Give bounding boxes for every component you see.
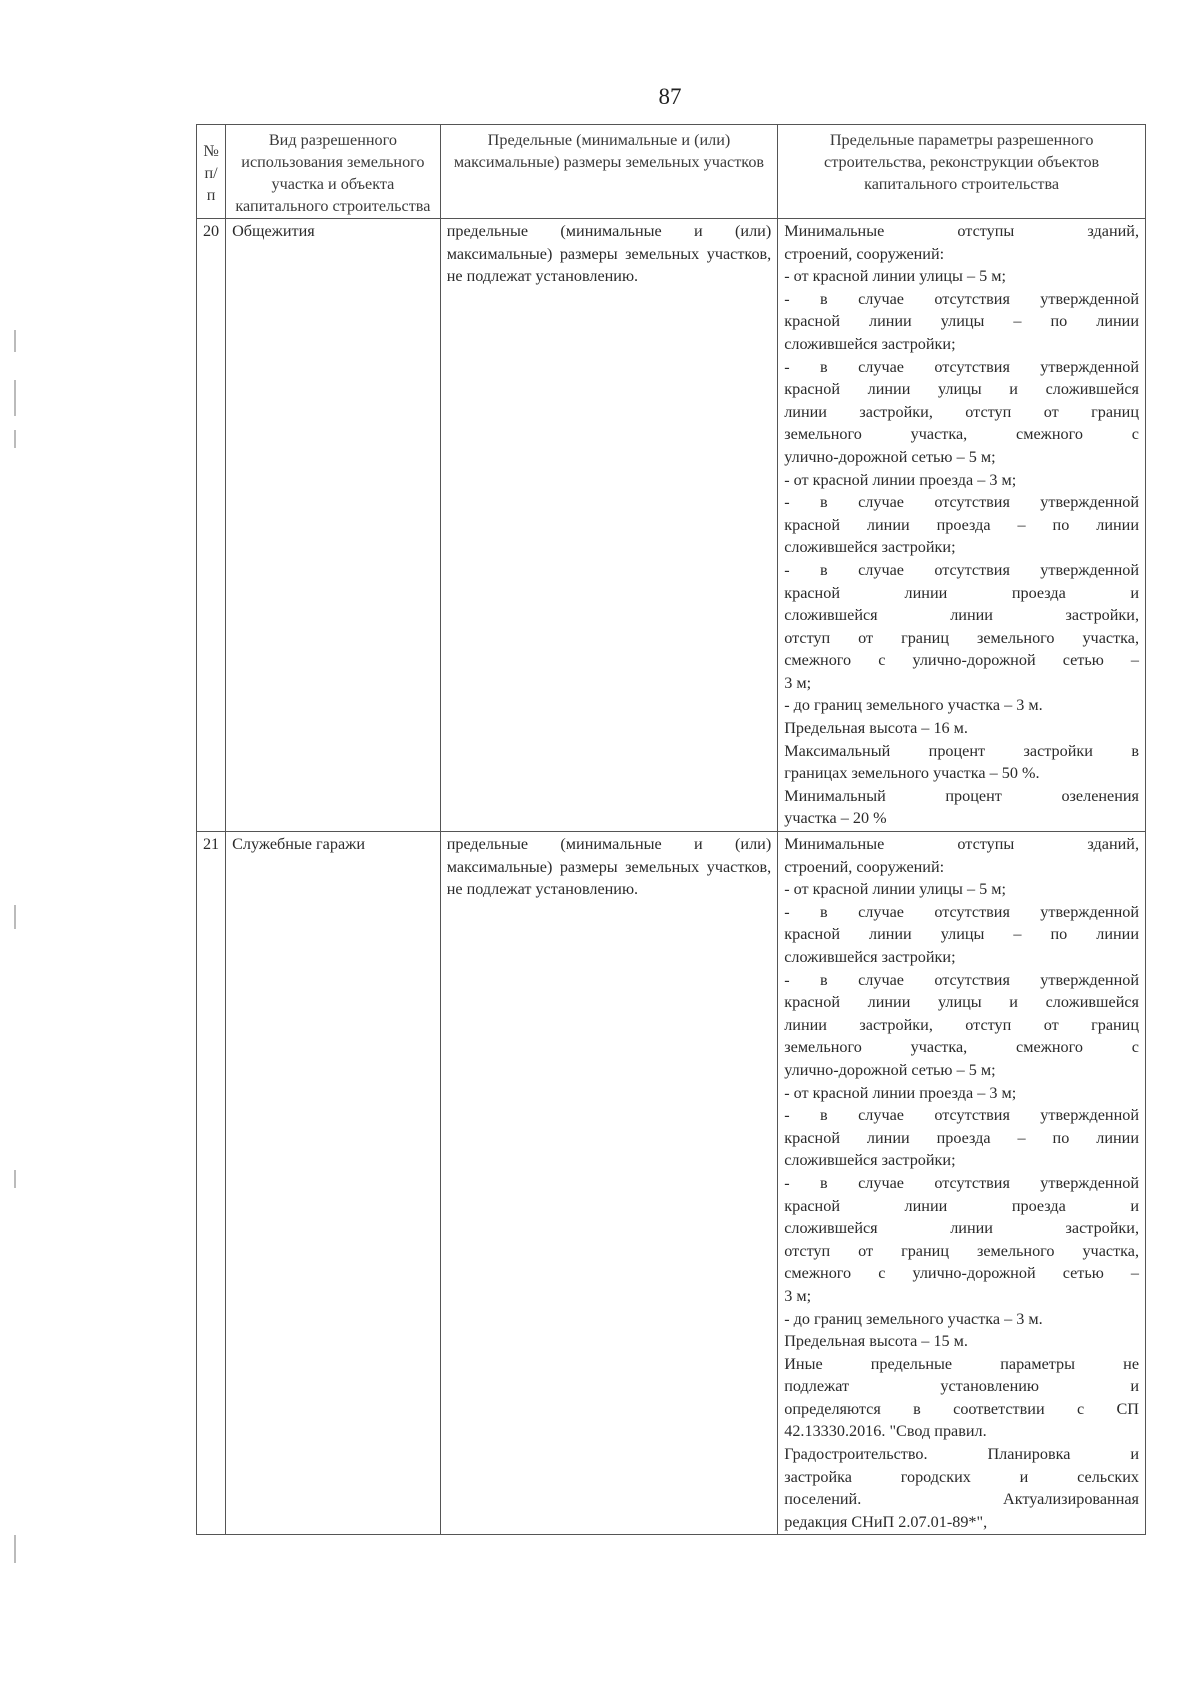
param-line: сложившейся застройки; bbox=[784, 538, 956, 557]
param-line: Предельная высота – 15 м. bbox=[784, 1332, 968, 1351]
scan-artifact bbox=[14, 380, 16, 416]
param-line: красной линии улицы – по линии bbox=[784, 312, 1139, 331]
param-line: Градостроительство. Планировка и bbox=[784, 1445, 1139, 1464]
param-line: красной линии проезда и bbox=[784, 1196, 1139, 1215]
param-line: - от красной линии проезда – 3 м; bbox=[784, 470, 1017, 489]
row-plot-size: предельные (минимальные и (или) максимальные) размеры земельных участков, не подлежат установлению. bbox=[440, 832, 778, 1535]
scan-artifact bbox=[14, 330, 16, 352]
row-number: 21 bbox=[197, 832, 226, 1535]
header-plot-size: Предельные (минимальные и (или) максимальные) размеры земельных участков bbox=[440, 125, 778, 219]
row-use-type: Служебные гаражи bbox=[226, 832, 441, 1535]
param-line: - в случае отсутствия утвержденной bbox=[784, 1106, 1139, 1125]
param-line: Иные предельные параметры не bbox=[784, 1354, 1139, 1373]
param-line: подлежат установлению и bbox=[784, 1377, 1139, 1396]
param-line: отступ от границ земельного участка, bbox=[784, 1241, 1139, 1260]
table-row bbox=[197, 832, 1146, 1535]
param-line: границах земельного участка – 50 %. bbox=[784, 764, 1040, 783]
param-line: сложившейся линии застройки, bbox=[784, 1219, 1139, 1238]
param-line: Минимальный процент озеленения bbox=[784, 786, 1139, 805]
table-body bbox=[197, 219, 1146, 1535]
param-line: улично-дорожной сетью – 5 м; bbox=[784, 447, 996, 466]
param-line: участка – 20 % bbox=[784, 809, 887, 828]
param-line: - в случае отсутствия утвержденной bbox=[784, 357, 1139, 376]
param-line: линии застройки, отступ от границ bbox=[784, 1015, 1139, 1034]
param-line: земельного участка, смежного с bbox=[784, 1038, 1139, 1057]
param-line: редакция СНиП 2.07.01-89*", bbox=[784, 1512, 988, 1531]
row-plot-size: предельные (минимальные и (или) максимальные) размеры земельных участков, не подлежат установлению. bbox=[440, 219, 778, 832]
param-line: Предельная высота – 16 м. bbox=[784, 719, 968, 738]
param-line: красной линии улицы – по линии bbox=[784, 925, 1139, 944]
row-build-params bbox=[778, 832, 1146, 1535]
param-line: - от красной линии улицы – 5 м; bbox=[784, 267, 1006, 286]
param-line: - в случае отсутствия утвержденной bbox=[784, 493, 1139, 512]
param-line: - в случае отсутствия утвержденной bbox=[784, 289, 1139, 308]
param-line: строений, сооружений: bbox=[784, 857, 945, 876]
param-line: - до границ земельного участка – 3 м. bbox=[784, 1309, 1043, 1328]
param-line: Минимальные отступы зданий, bbox=[784, 222, 1139, 240]
param-line: красной линии проезда и bbox=[784, 583, 1139, 602]
header-build-params: Предельные параметры разрешенного строительства, реконструкции объектов капитального строительства bbox=[778, 125, 1146, 219]
param-line: красной линии проезда – по линии bbox=[784, 515, 1139, 534]
param-line: земельного участка, смежного с bbox=[784, 425, 1139, 444]
scan-artifact bbox=[14, 1170, 16, 1188]
param-line: красной линии улицы и сложившейся bbox=[784, 380, 1139, 399]
page-number: 87 bbox=[658, 84, 682, 109]
param-line: 3 м; bbox=[784, 673, 812, 692]
param-line: 42.13330.2016. "Свод правил. bbox=[784, 1422, 987, 1441]
param-line: сложившейся застройки; bbox=[784, 948, 956, 966]
table-row bbox=[197, 219, 1146, 832]
param-line: отступ от границ земельного участка, bbox=[784, 628, 1139, 647]
param-line: застройка городских и сельских bbox=[784, 1467, 1139, 1486]
param-line: строений, сооружений: bbox=[784, 244, 945, 263]
param-line: - от красной линии улицы – 5 м; bbox=[784, 880, 1006, 899]
param-line: - до границ земельного участка – 3 м. bbox=[784, 696, 1043, 715]
param-line: красной линии проезда – по линии bbox=[784, 1128, 1139, 1147]
param-line: - в случае отсутствия утвержденной bbox=[784, 560, 1139, 579]
scan-artifact bbox=[14, 430, 16, 448]
regulations-table bbox=[196, 124, 1146, 1535]
row-use-type: Общежития bbox=[226, 219, 441, 832]
param-line: Минимальные отступы зданий, bbox=[784, 835, 1139, 854]
param-line: - в случае отсутствия утвержденной bbox=[784, 970, 1139, 989]
param-line: определяются в соответствии с СП bbox=[784, 1399, 1139, 1418]
param-line: улично-дорожной сетью – 5 м; bbox=[784, 1060, 996, 1079]
header-number: № п/п bbox=[197, 125, 226, 219]
table-header-row bbox=[197, 125, 1146, 219]
param-line: смежного с улично-дорожной сетью – bbox=[784, 1264, 1139, 1283]
scan-artifact bbox=[14, 1535, 16, 1563]
param-line: линии застройки, отступ от границ bbox=[784, 402, 1139, 421]
row-number: 20 bbox=[197, 219, 226, 832]
param-line: сложившейся линии застройки, bbox=[784, 606, 1139, 625]
header-use-type: Вид разрешенного использования земельного участка и объекта капитального строительства bbox=[226, 125, 441, 219]
param-line: красной линии улицы и сложившейся bbox=[784, 993, 1139, 1012]
param-line: смежного с улично-дорожной сетью – bbox=[784, 651, 1139, 670]
param-line: - в случае отсутствия утвержденной bbox=[784, 1173, 1139, 1192]
param-line: - в случае отсутствия утвержденной bbox=[784, 902, 1139, 921]
param-line: сложившейся застройки; bbox=[784, 1151, 956, 1170]
scan-artifact bbox=[14, 905, 16, 929]
param-line: Максимальный процент застройки в bbox=[784, 741, 1139, 760]
param-line: - от красной линии проезда – 3 м; bbox=[784, 1083, 1017, 1102]
param-line: сложившейся застройки; bbox=[784, 334, 956, 353]
param-line: 3 м; bbox=[784, 1286, 812, 1305]
param-line: поселений. Актуализированная bbox=[784, 1490, 1139, 1509]
row-build-params bbox=[778, 219, 1146, 832]
